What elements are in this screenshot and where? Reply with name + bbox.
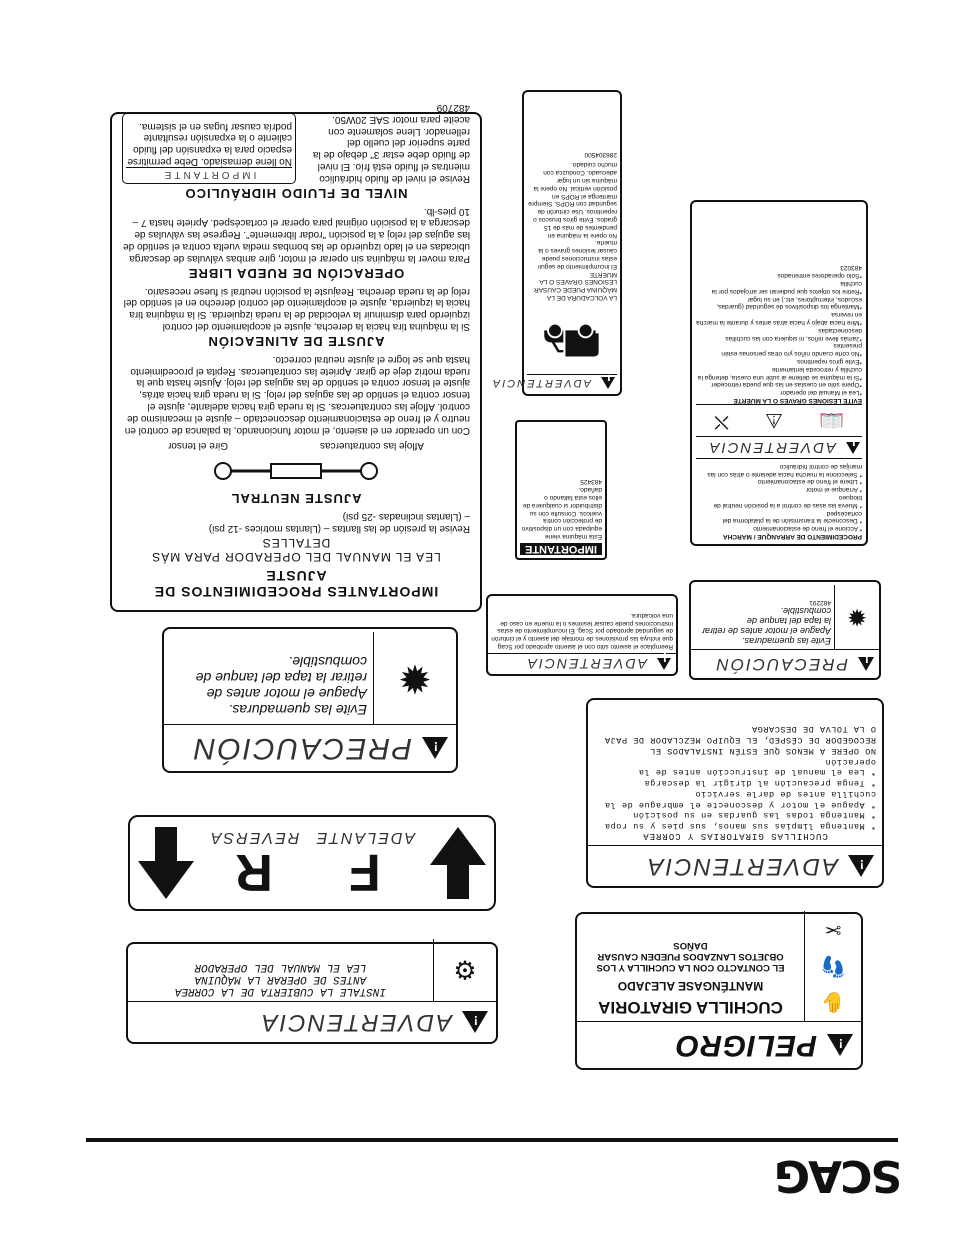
loosen-label: Afloje las contratuercas — [320, 440, 424, 452]
belt-hazard-icon: ⚙ — [453, 955, 477, 986]
blade-warning-word: ADVERTENCIA — [645, 853, 838, 880]
important-text: No llene demasiado. Debe permitirse espacio para la expansión del fluido caliente o la expansión resultante podría causar fugas en el sistema. — [127, 120, 292, 168]
freewheel-title: OPERACIÓN DE RUEDA LIBRE — [187, 265, 405, 281]
seat-warning-word: ADVERTENCIA — [525, 656, 647, 672]
reverse-word: REVERSA — [208, 829, 300, 846]
caution-fuel-decal-small — [689, 580, 881, 680]
danger-blade-decal — [575, 912, 863, 1070]
forward-letter: F — [349, 843, 381, 901]
important-label: IMPORTANTE — [126, 167, 292, 180]
footer-rule — [86, 1138, 898, 1142]
injury-title: EVITE LESIONES GRAVES O LA MUERTE — [733, 397, 862, 405]
fluid-title: NIVEL DE FLUIDO HIDRÁULICO — [184, 185, 408, 201]
start-title: PROCEDIMIENTO DE ARRANQUE / MARCHA — [722, 533, 862, 540]
danger-text: EL CONTACTO CON LA CUCHILLA Y LOS OBJETOS LANZADOS PUEDEN CAUSAR DAÑOS — [596, 940, 785, 973]
bystander-icon: ⛌ — [714, 411, 729, 434]
blade-warning-title: CUCHILLAS GIRATORIAS Y CORREA — [642, 831, 828, 841]
tire-pressure-text: Revise la presión de las llantas – (Llantas motrices -12 psi) – (Llantas inclinadas -25 psi) — [208, 511, 470, 534]
warning-triangle-icon — [462, 1011, 488, 1033]
seat-warning-text: Reemplace el asiento sólo con el asiento aprobado por Scag que incluya las provisiones de montaje del asiento y el cinturón de seguridad aprobado por Scag. El incumplimiento de estas instrucciones puede causar lesiones o la muerte en caso de una volcadura. — [491, 611, 673, 650]
forward-word: ADELANTE — [314, 829, 416, 846]
warning-triangle-icon — [657, 658, 671, 670]
warning-triangle-icon — [848, 855, 874, 877]
injury-text: *Lea el Manual del operador *Opere sólo en cuestas en las que pueda retroceder *Si la máquina se detiene al subir una cuesta, detenga la cuchilla y retroceda lentamente *Evite giros repentinos *No corte cuando niños y/o otras personas estén presentes *Jamás lleve niños, ni siquiera con las cuchillas desconectadas *Mire hacia abajo y hacia atrás antes y durante la marcha en reversa *Mantenga los dispositivos de seguridad (guardas, escudos, interruptores, etc.) en su lugar *Retire los objetos que pudieran ser arrojados por la cuchilla *Sólo operadores entrenados — [696, 272, 862, 397]
blade-hazard-icon: ✂ — [824, 917, 842, 940]
fire-icon: ✹ — [398, 656, 432, 700]
rollover-word: ADVERTENCIA — [490, 377, 591, 389]
rollover-text: LA VOLCADURA DE LA MÁQUINA PUEDE CAUSAR LESIONES GRAVES O LA MUERTE El incumplimiento de seguir estas instrucciones puede causar lesiones graves o la muerte. No opere la máquina en pendientes de más de 15 grados. Evite giros bruscos o repentinos. Use cinturón de seguridad con ROPS. Siempre mantenga el ROPS en posición vertical. No opere la máquina sin un lugar adecuado. Conduzca con mucho cuidado. — [528, 161, 617, 301]
important-box — [122, 113, 296, 184]
start-word: ADVERTENCIA — [707, 439, 836, 457]
blade-belt-warning-decal — [586, 698, 884, 888]
warning-triangle-icon — [827, 1034, 853, 1056]
caution-small-text: Evite las quemaduras. Apague el motor antes de retirar la tapa del tanque de combustible. — [701, 606, 831, 646]
important-small-label: IMPORTANTE — [520, 543, 602, 555]
forward-group — [314, 828, 416, 901]
belt-warning-text: INSTALE LA CUBIERTA DE LA CORREA ANTES DE OPERAR LA MÁQUINA LEA EL MANUAL DEL OPERADOR — [174, 961, 387, 997]
important-small-part-number: 483425 — [580, 478, 602, 486]
start-procedure-decal — [690, 200, 868, 546]
important-rops-decal — [515, 420, 607, 560]
turnbuckle-diagram — [122, 453, 470, 489]
warning-triangle-icon — [601, 377, 615, 389]
warning-triangle-icon — [846, 442, 860, 454]
caution-word: PRECAUCIÓN — [191, 732, 412, 765]
alignment-title: AJUSTE DE ALINEACIÓN — [207, 334, 385, 350]
hand-hazard-icon: ✋ — [820, 991, 846, 1014]
forward-arrow-icon — [430, 827, 486, 899]
reverse-arrow-icon — [138, 827, 194, 899]
adjust-part-number: 482709 — [436, 102, 470, 114]
tractor-rollover-icon: ⛟ — [541, 314, 603, 367]
seat-warning-decal — [486, 594, 678, 676]
fluid-text: Revise el nivel de fluido hidráulico mientras el fluido está frío. El nivel de fluido debe estar 3" debajo de la parte superior del cuello del rellenador. Llene solamente con aceite para motor SAE 20W50. — [312, 113, 470, 184]
alignment-text: Si la máquina tira hacia la derecha, ajuste el acoplamiento del control izquierdo para disminuir la velocidad de la rueda izquierda. Si la máquina tira hacia la izquierda, ajuste el acoplamiento del control derecho en el sentido del reloj de la rueda derecha. Reajuste la posición neutral si fuese necesario. — [123, 285, 470, 333]
freewheel-text: Para mover la máquina sin operar el motor, gire ambas válvulas de descarga ubicadas en el lado izquierdo de las bombas media vuelta contra el sentido de las agujas del reloj a la posición "rodar libremente". Regrese las válvulas de descarga a la posición original para operar el cortacésped. Apriete hasta 7 – 10 pies-lb. — [123, 205, 470, 264]
manual-icon: 📖 — [819, 409, 844, 432]
danger-word: PELIGRO — [674, 1029, 817, 1062]
danger-keep-away: MANTÉNGASE ALEJADO — [617, 979, 764, 993]
caution-text: Evite las quemaduras. Apague el motor antes de retirar la tapa del tanque de combustible. — [195, 654, 367, 718]
adjustment-procedures-decal — [110, 102, 482, 612]
start-text: * Accione el freno de estacionamiento * Desconecte la transmisión de la plataforma del cortacésped * Mueva las asas de control a la posición neutral de bloqueo * Arranque el motor * Libere el freno de estacionamiento * Seleccione la marcha hacia adelante o atrás con las manijas de control hidráulico — [696, 458, 862, 532]
slope-icon: ⚠ — [765, 409, 783, 432]
important-small-text: Esta máquina viene equipada con un dispositivo de protección contra vuelcos. Consulte con su distribuidor si cualquiera de ellos está faltando o dañado. — [521, 486, 602, 540]
belt-cover-warning-decal — [126, 942, 498, 1044]
turn-label: Gire el tensor — [168, 440, 229, 452]
direction-decal — [128, 815, 496, 911]
warning-triangle-icon — [858, 657, 874, 671]
caution-small-part-number: 482291 — [809, 599, 831, 606]
fire-icon: ✹ — [846, 603, 868, 631]
danger-title: CUCHILLA GIRATORIA — [598, 998, 783, 1017]
caution-fuel-decal-large — [162, 627, 458, 773]
foot-hazard-icon: 👣 — [820, 954, 846, 977]
rollover-part-number: 286304500 — [584, 150, 617, 158]
neutral-text: Con un operador en el asiento, el motor funcionando, la palanca de control en neutro y el freno de estacionamiento desconectado – ajuste el mecanismo de control. Afloje las contratuercas. Si la rueda gira hacia adelante, ajuste el tensor contra el sentido de las agujas del reloj. Si la rueda gira hacia atrás, ajuste el tensor contra el sentido de las agujas del reloj. Ajuste hasta que la rueda motriz deje de girar. Apriete las contratuercas. Repita el procedimiento hasta que se logre el ajuste neutral correcto. — [124, 353, 470, 436]
rollover-warning-decal — [490, 90, 622, 396]
turnbuckle-icon — [211, 453, 381, 489]
blade-warning-text: * Mantenga limpias sus manos, sus pies y su ropa * Mantenga todas las guardas en su posición * Apague el motor y desconecte el embrague de la cuchilla antes de darle servicio * Tenga precaución al dirigir la descarga * Lea el manual de instrucción antes de la operación NO OPERE A MENOS QUE ESTÉN INSTALADOS EL RECOGEDOR DE CÉSPED, EL EQUIPO MEZCLADOR DE PAJA O LA TOLVA DE DESCARGA — [604, 724, 876, 831]
adjust-title: IMPORTANTES PROCEDIMIENTOS DE AJUSTE — [153, 568, 439, 600]
neutral-title: AJUSTE NEUTRAL — [230, 491, 362, 507]
brand-logo: SCAG — [776, 1150, 903, 1201]
warning-triangle-icon — [422, 737, 448, 759]
reverse-group — [208, 828, 300, 901]
belt-warning-word: ADVERTENCIA — [259, 1009, 452, 1036]
reverse-letter: R — [235, 843, 273, 901]
caution-small-word: PRECAUCIÓN — [714, 655, 848, 674]
start-part-number: 483023 — [840, 264, 862, 272]
adjust-subtitle: LEA EL MANUAL DEL OPERADOR PARA MÁS DETALLES — [151, 536, 441, 564]
